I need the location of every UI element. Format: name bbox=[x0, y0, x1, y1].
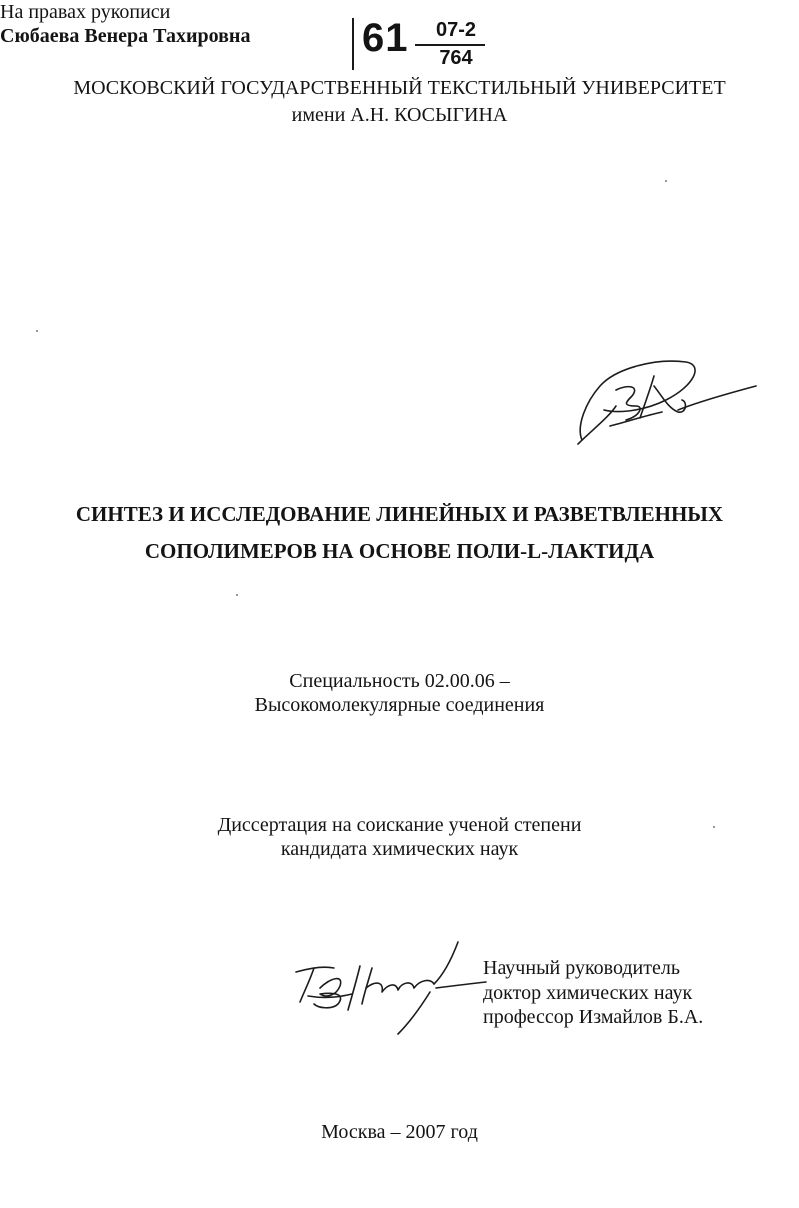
scan-speck bbox=[713, 826, 715, 828]
specialty-code: Специальность 02.00.06 – bbox=[289, 670, 510, 692]
thesis-title-line-1: СИНТЕЗ И ИССЛЕДОВАНИЕ ЛИНЕЙНЫХ И РАЗВЕТВЛЕННЫХ bbox=[75, 502, 724, 526]
thesis-title-line-2: СОПОЛИМЕРОВ НА ОСНОВЕ ПОЛИ-L-ЛАКТИДА bbox=[144, 539, 655, 563]
degree-statement: Диссертация на соискание ученой степени bbox=[217, 814, 582, 836]
supervisor-name: профессор Измайлов Б.А. bbox=[483, 1006, 704, 1028]
stamp-code: 61 bbox=[362, 16, 409, 60]
stamp-bar bbox=[352, 18, 354, 70]
stamp-fraction-rule bbox=[415, 44, 485, 46]
author-signature-icon bbox=[570, 356, 760, 448]
city-year: Москва – 2007 год bbox=[321, 1121, 478, 1143]
scan-speck bbox=[665, 180, 667, 182]
university-name: МОСКОВСКИЙ ГОСУДАРСТВЕННЫЙ ТЕКСТИЛЬНЫЙ УНИВЕРСИТЕТ bbox=[73, 77, 726, 99]
scan-speck bbox=[36, 330, 38, 332]
degree-field: кандидата химических наук bbox=[280, 838, 519, 860]
manuscript-rights-note: На правах рукописи bbox=[0, 1, 171, 23]
supervisor-role: Научный руководитель bbox=[483, 957, 680, 979]
university-named-after: имени А.Н. КОСЫГИНА bbox=[291, 104, 508, 126]
specialty-name: Высокомолекулярные соединения bbox=[254, 694, 545, 716]
supervisor-degree: доктор химических наук bbox=[483, 982, 693, 1004]
supervisor-signature-icon bbox=[290, 938, 490, 1038]
stamp-denominator: 764 bbox=[439, 47, 473, 69]
author-name: Сюбаева Венера Тахировна bbox=[0, 25, 251, 47]
scan-speck bbox=[236, 594, 238, 596]
stamp-numerator: 07-2 bbox=[435, 19, 477, 41]
